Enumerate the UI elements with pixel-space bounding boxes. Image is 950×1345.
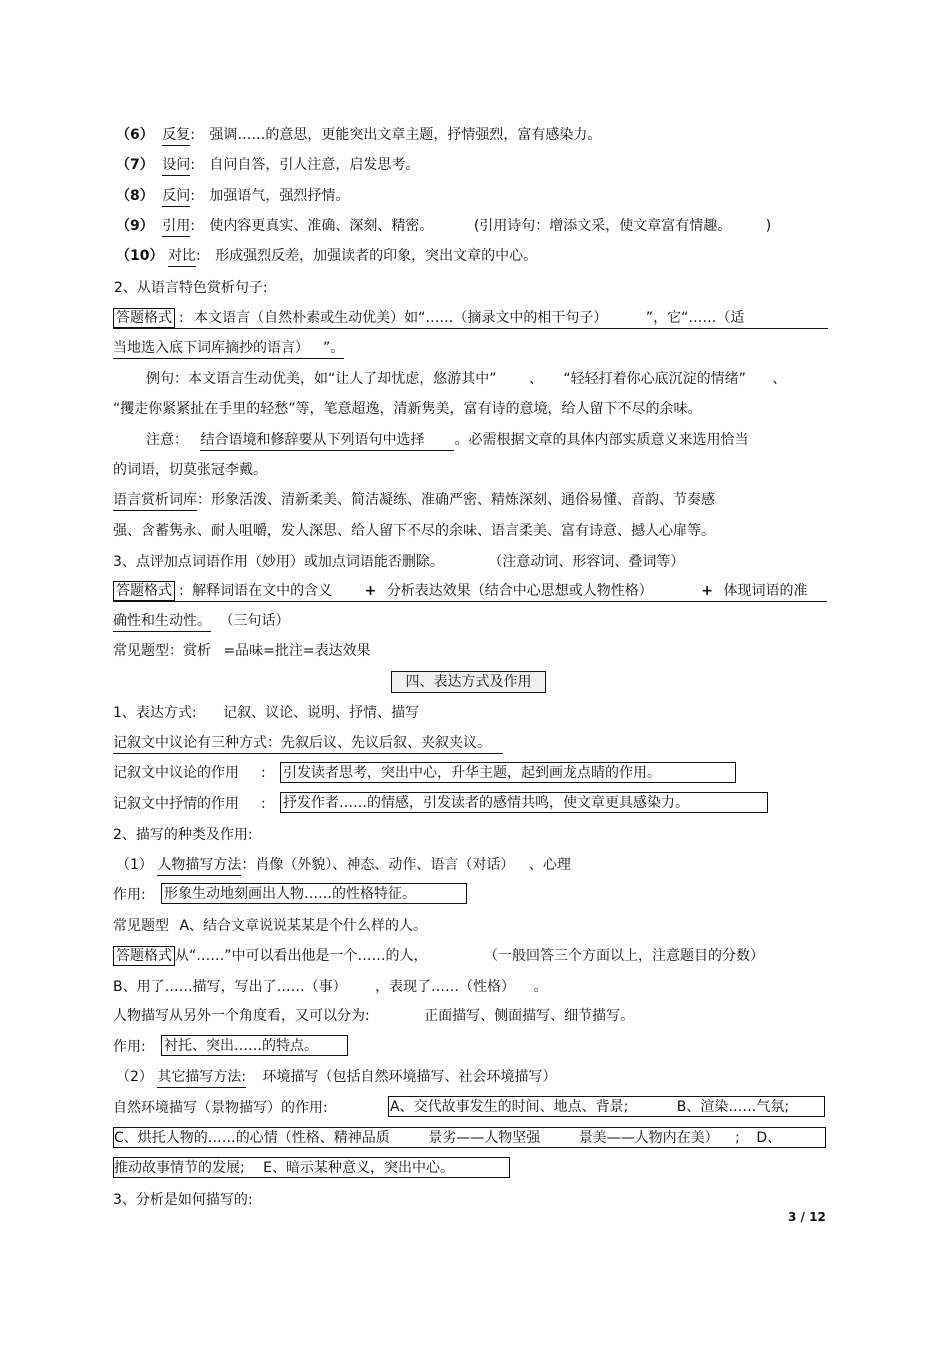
term-label: 对比: [168, 246, 196, 267]
answer-format-text-cont: ”，它“……（适: [645, 310, 745, 326]
common-label: 常见题型：赏析: [113, 643, 211, 659]
colon: :: [261, 765, 266, 781]
method-text: 环境描写（包括自然环境描写、社会环境描写）: [262, 1069, 557, 1085]
separator: 、: [772, 371, 787, 387]
character-description-methods: [116, 855, 571, 875]
colon: :: [190, 188, 195, 204]
lyric-function-box: [280, 792, 768, 813]
rhetoric-row-7: [116, 155, 419, 175]
answer-format-1-line2: [113, 338, 344, 358]
discussion-function-label: [113, 763, 266, 783]
section-heading-2: 2、从语言特色赏析句子:: [114, 280, 268, 296]
expression-label: 1、表达方式:: [113, 705, 197, 721]
function-d: 推动故事情节的发展;: [114, 1160, 245, 1176]
word-library-line-2: 强、含蓄隽永、耐人咀嚼，发人深思、给人留下不尽的余味、语言柔美、富有诗意、撼人心扉等。: [113, 523, 715, 539]
colon: :: [190, 127, 195, 143]
function-b: B、渲染……气氛;: [676, 1099, 790, 1115]
answer-format-label: 答题格式: [113, 308, 175, 328]
colon: :: [179, 583, 184, 599]
plus-sign: +: [364, 583, 377, 599]
natural-env-box-3: [113, 1157, 510, 1178]
section-heading-3: [113, 552, 684, 572]
function-d-label: D、: [756, 1130, 782, 1146]
function-c-contrast: 景劣——人物坚强: [428, 1130, 541, 1146]
common-question-type: [113, 641, 371, 661]
function-c-harmony: 景美——人物内在美）: [578, 1130, 719, 1146]
rhetoric-row-9: [116, 216, 771, 236]
common-type-b: [113, 977, 548, 997]
function-a: A、交代故事发生的时间、地点、背景;: [390, 1099, 629, 1115]
question-text-cont: ，表现了……（性格）: [375, 979, 516, 995]
note-label: 注意：: [146, 432, 188, 448]
effect-text: 形象生动地刻画出人物……的性格特征。: [164, 886, 416, 902]
item-number: （1）: [116, 857, 153, 873]
rhetoric-row-10: [116, 246, 537, 266]
term-label: 引用: [162, 216, 190, 237]
label-text: 记叙文中议论的作用: [113, 765, 239, 781]
answer-note: （三句话）: [219, 613, 290, 629]
answer-format-2-line2: [113, 611, 289, 631]
common-text: =品味=批注=表达效果: [223, 643, 371, 659]
semicolon: ;: [735, 1130, 740, 1146]
answer-format-1: [113, 308, 828, 329]
rhetoric-row-6: [116, 125, 601, 145]
item-number: （6）: [116, 127, 154, 143]
colon: :: [261, 796, 266, 812]
method-label: 其它描写方法:: [157, 1067, 246, 1088]
description-types-heading: 2、描写的种类及作用:: [113, 827, 253, 843]
method-label: 人物描写方法: [157, 855, 241, 876]
rhetoric-row-8: [116, 186, 349, 206]
answer-step-3-cont: 确性和生动性。: [113, 611, 211, 632]
method-list-end: 、心理: [528, 857, 571, 873]
answer-format-label: 答题格式: [113, 946, 175, 966]
term-label: 反复: [162, 125, 190, 146]
function-e: E、暗示某种意义，突出中心。: [263, 1160, 455, 1176]
question-text: A、结合文章说说某某是个什么样的人。: [179, 918, 428, 934]
term-description: 使内容更真实、准确、深刻、精密。: [209, 218, 434, 234]
term-description: 强调……的意思，更能突出文章主题，抒情强烈，富有感染力。: [209, 127, 602, 143]
note-text: 。必需根据文章的具体内部实质意义来选用恰当: [454, 432, 749, 448]
function-c: C、烘托人物的……的心情（性格、精神品质: [114, 1130, 390, 1146]
other-description-methods: [116, 1067, 557, 1087]
effect-box-1: [161, 883, 467, 904]
answer-format-text-end: ”。: [309, 338, 344, 359]
term-description: 形成强烈反差，加强读者的印象，突出文章的中心。: [215, 248, 538, 264]
example-text: 例句：本文语言生动优美，如“让人了却忧虑，悠游其中”: [146, 371, 497, 387]
closing-paren: ): [765, 218, 772, 234]
note-underlined: 结合语境和修辞要从下列语句中选择: [200, 430, 454, 451]
answer-step-1: 解释词语在文中的含义: [192, 583, 333, 599]
answer-format-3: [113, 946, 764, 966]
discussion-ways-text: 记叙文中议论有三种方式：先叙后议、先议后叙、夹叙夹议。: [113, 733, 503, 754]
answer-format-2: [113, 581, 827, 602]
item-number: （9）: [116, 218, 154, 234]
example-quote: “轻轻打着你心底沉淀的情绪”: [563, 371, 746, 387]
common-type-a: [113, 916, 427, 936]
angle-list: 正面描写、侧面描写、细节描写。: [424, 1008, 635, 1024]
item-number: （7）: [116, 157, 154, 173]
item-number: （10）: [116, 248, 164, 264]
method-list: ：肖像（外貌）、神态、动作、语言（对话）: [241, 857, 515, 873]
section-title-4: [391, 671, 546, 693]
word-library-label: 语言赏析词库: [113, 490, 197, 511]
narrative-discussion-ways: [113, 733, 503, 753]
example-line-2: “攫走你紧紧扯在手里的轻愁”等，笔意超逸，清新隽美，富有诗的意境，给人留下不尽的余味。: [113, 401, 702, 417]
word-library-text: ：形象活泼、清新柔美、简洁凝练、准确严密、精炼深刻、通俗易懂、音韵、节奏感: [197, 492, 715, 508]
term-label: 反问: [162, 186, 190, 207]
term-note: (引用诗句：增添文采，使文章富有情趣。: [473, 218, 732, 234]
answer-format-label: 答题格式: [113, 581, 175, 601]
answer-step-2: 分析表达效果（结合中心思想或人物性格）: [386, 583, 653, 599]
term-description: 自问自答，引人注意，启发思考。: [209, 157, 420, 173]
note-line-1: [146, 430, 748, 450]
example-line-1: [146, 369, 786, 389]
natural-env-box-1: [388, 1096, 825, 1117]
expression-methods: [113, 703, 419, 723]
lyric-function-label: [113, 794, 266, 814]
section-title-text: 四、表达方式及作用: [405, 674, 532, 690]
answer-format-text: 本文语言（自然朴素或生动优美）如“……（摘录文中的相干句子）: [194, 310, 608, 326]
answer-format-note: （一般回答三个方面以上，注意题目的分数）: [483, 948, 764, 964]
word-library-line-1: [113, 490, 715, 510]
answer-step-3: 体现词语的准: [723, 583, 808, 599]
colon: :: [190, 157, 195, 173]
effect-label-2: 作用:: [113, 1039, 146, 1055]
plus-sign: +: [701, 583, 713, 599]
effect-box-2: [161, 1035, 348, 1056]
page-number: 3 / 12: [788, 1210, 826, 1224]
label-text: 记叙文中抒情的作用: [113, 796, 239, 812]
colon: :: [179, 310, 184, 326]
section-title: 3、点评加点词语作用（妙用）或加点词语能否删除。: [113, 554, 444, 570]
effect-label-1: 作用:: [113, 887, 146, 903]
section-note: （注意动词、形容词、叠词等）: [488, 554, 685, 570]
effect-text: 衬托、突出……的特点。: [164, 1038, 318, 1054]
colon: :: [195, 248, 201, 264]
item-number: （2）: [116, 1069, 153, 1085]
discussion-function-box: [280, 762, 736, 783]
question-text: B、用了……描写，写出了……（事）: [113, 979, 347, 995]
natural-env-box-2: [113, 1127, 826, 1148]
expression-list: 记叙、议论、说明、抒情、描写: [223, 705, 420, 721]
separator: 、: [528, 371, 543, 387]
common-label: 常见题型: [113, 918, 169, 934]
item-number: （8）: [116, 188, 154, 204]
description-angle: [113, 1006, 634, 1026]
natural-env-label: 自然环境描写（景物描写）的作用:: [113, 1100, 328, 1116]
angle-label: 人物描写从另外一个角度看，又可以分为:: [113, 1008, 370, 1024]
colon: :: [190, 218, 195, 234]
section-heading-3b: 3、分析是如何描写的:: [113, 1192, 253, 1208]
note-line-2: 的词语，切莫张冠李戴。: [113, 462, 267, 478]
answer-format-text: 当地选入底下词库摘抄的语言）: [113, 338, 309, 359]
period: 。: [533, 979, 548, 995]
discussion-function-text: 引发读者思考，突出中心，升华主题，起到画龙点睛的作用。: [283, 765, 661, 781]
term-description: 加强语气，强烈抒情。: [209, 188, 350, 204]
answer-format-text: 从“……”中可以看出他是一个……的人，: [175, 948, 428, 964]
term-label: 设问: [162, 155, 190, 176]
lyric-function-text: 抒发作者……的情感，引发读者的感情共鸣，使文章更具感染力。: [283, 795, 689, 811]
